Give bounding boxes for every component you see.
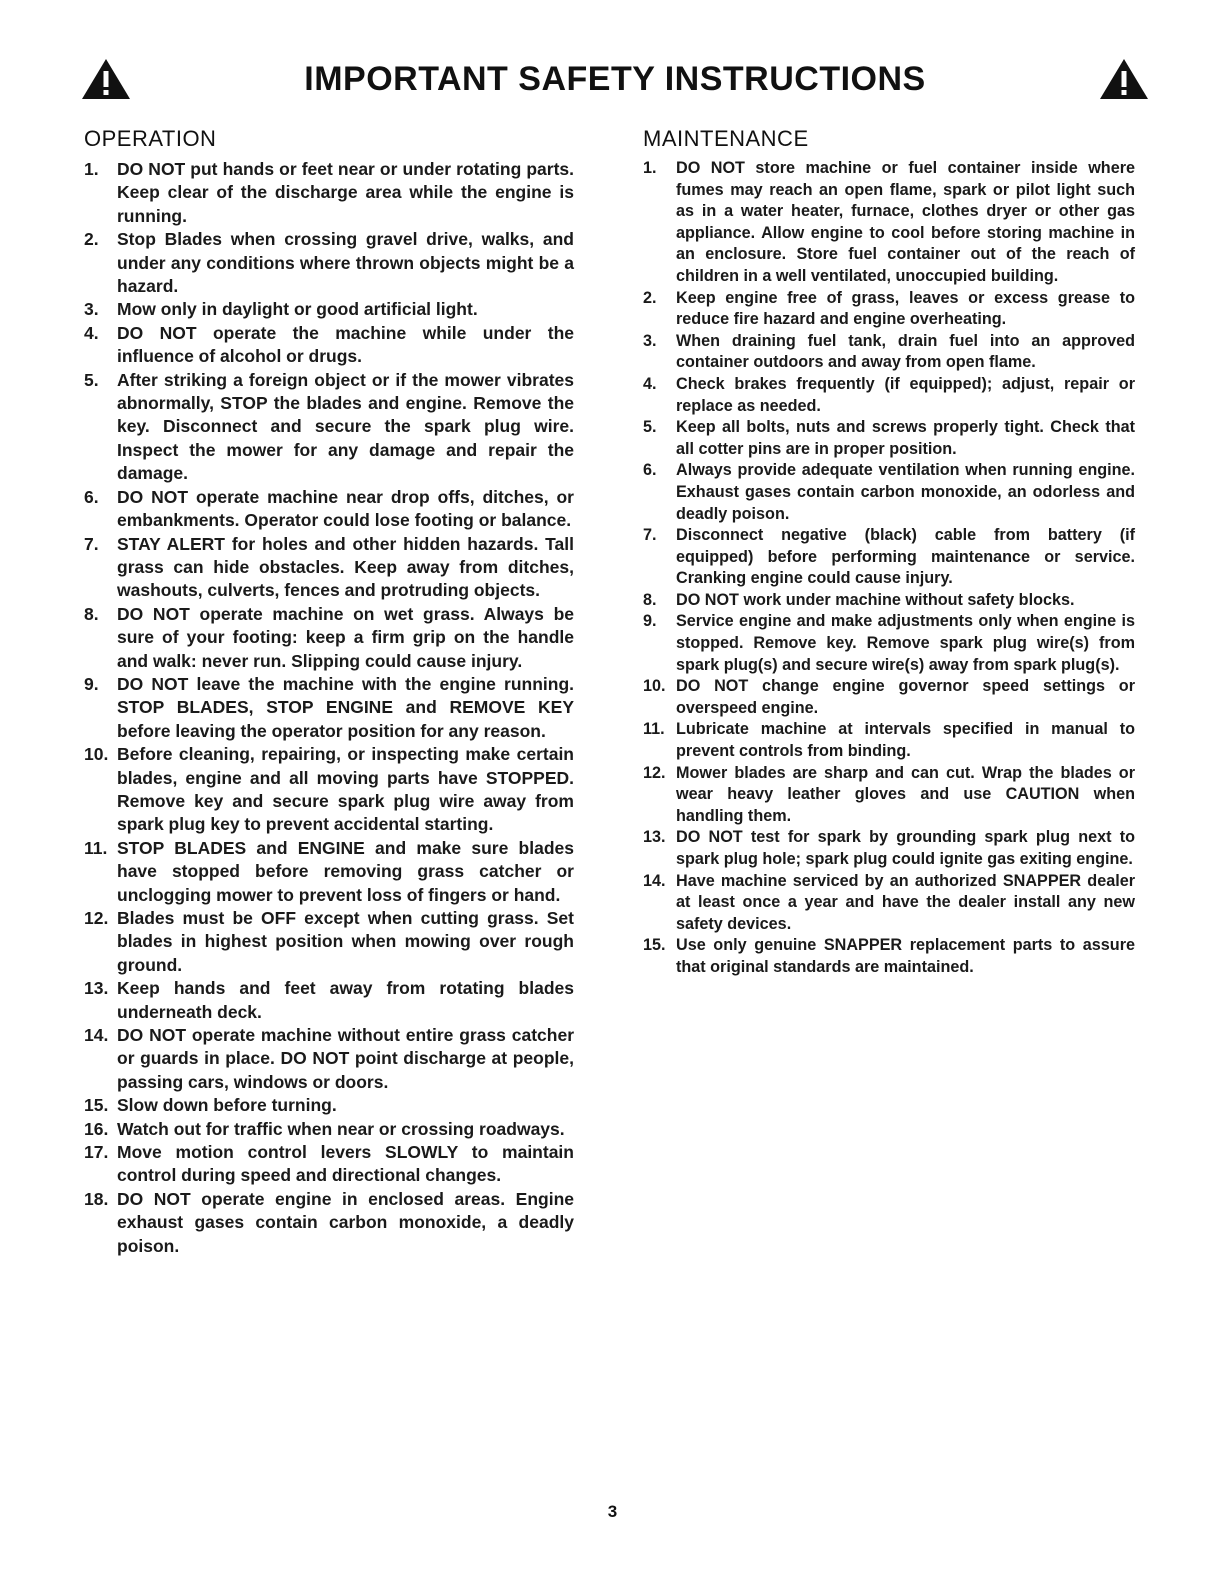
page-number: 3 bbox=[607, 1502, 618, 1521]
item-number: 5. bbox=[84, 369, 99, 390]
list-item bbox=[643, 611, 1135, 676]
item-number: 10. bbox=[643, 677, 666, 696]
maintenance-section bbox=[643, 126, 1135, 979]
item-number: 7. bbox=[84, 533, 99, 554]
item-text: Blades must be OFF except when cutting grass. Set blades in highest position when mowing over rough ground. bbox=[117, 908, 574, 975]
item-text: Mower blades are sharp and can cut. Wrap the blades or wear heavy leather gloves and use CAUTION when handling them. bbox=[676, 763, 1135, 825]
list-item bbox=[84, 603, 574, 673]
item-number: 4. bbox=[643, 374, 657, 393]
item-number: 14. bbox=[84, 1025, 109, 1046]
item-number: 2. bbox=[84, 229, 99, 250]
item-text: DO NOT operate machine near drop offs, ditches, or embankments. Operator could lose footing or balance. bbox=[117, 486, 574, 531]
item-number: 5. bbox=[643, 418, 657, 437]
item-text: DO NOT leave the machine with the engine running. STOP BLADES, STOP ENGINE and REMOVE KEY before leaving the operator position for any reason. bbox=[117, 673, 574, 741]
list-item bbox=[84, 322, 574, 369]
item-text: DO NOT put hands or feet near or under rotating parts. Keep clear of the discharge area while the engine is running. bbox=[117, 159, 574, 226]
list-item bbox=[643, 288, 1135, 331]
list-item bbox=[84, 1094, 574, 1117]
item-text: When draining fuel tank, drain fuel into an approved container outdoors and away from open flame. bbox=[676, 331, 1135, 372]
list-item bbox=[84, 1024, 574, 1094]
item-number: 6. bbox=[84, 486, 99, 507]
item-number: 2. bbox=[643, 288, 657, 307]
item-number: 1. bbox=[643, 159, 657, 177]
list-item bbox=[643, 763, 1135, 828]
item-text: DO NOT operate machine without entire grass catcher or guards in place. DO NOT point discharge at people, passing cars, windows or doors. bbox=[117, 1025, 574, 1092]
item-text: DO NOT store machine or fuel container inside where fumes may reach an open flame, spark or pilot light such as in a water heater, furnace, clothes dryer or other gas appliance. Allow engine to cool before storing machine in an enclosure. Store fuel container out of the reach of children in a well ventilated, unoccupied building. bbox=[676, 159, 1135, 285]
item-number: 8. bbox=[84, 603, 99, 624]
list-item bbox=[643, 460, 1135, 525]
list-item bbox=[643, 525, 1135, 590]
list-item bbox=[84, 977, 574, 1024]
item-text: Mow only in daylight or good artificial light. bbox=[117, 299, 478, 320]
item-text: Disconnect negative (black) cable from battery (if equipped) before performing maintenance or service. Cranking engine could cause injury. bbox=[676, 526, 1135, 588]
list-item bbox=[643, 331, 1135, 374]
item-number: 3. bbox=[643, 331, 657, 350]
list-item bbox=[643, 374, 1135, 417]
list-item bbox=[84, 369, 574, 486]
operation-section bbox=[84, 126, 574, 1258]
item-number: 12. bbox=[84, 908, 109, 928]
item-number: 11. bbox=[643, 720, 665, 739]
item-number: 1. bbox=[84, 159, 99, 179]
item-number: 8. bbox=[643, 590, 657, 609]
item-number: 13. bbox=[643, 828, 666, 847]
item-text: Before cleaning, repairing, or inspecting make certain blades, engine and all moving parts have STOPPED. Remove key and secure spark plug wire away from spark plug key to prevent accidental starting. bbox=[117, 744, 574, 835]
item-number: 16. bbox=[84, 1118, 109, 1139]
maintenance-list bbox=[643, 158, 1135, 979]
item-number: 3. bbox=[84, 299, 99, 320]
item-number: 14. bbox=[643, 871, 666, 890]
item-text: Lubricate machine at intervals specified in manual to prevent controls from binding. bbox=[676, 720, 1135, 761]
item-number: 9. bbox=[643, 612, 657, 631]
list-item bbox=[84, 298, 574, 321]
page-title: IMPORTANT SAFETY INSTRUCTIONS bbox=[304, 59, 926, 98]
warning-triangle-icon bbox=[1098, 57, 1150, 101]
item-number: 18. bbox=[84, 1188, 109, 1209]
list-item bbox=[84, 228, 574, 298]
list-item bbox=[84, 486, 574, 533]
list-item bbox=[643, 935, 1135, 978]
item-number: 17. bbox=[84, 1142, 109, 1163]
list-item bbox=[643, 871, 1135, 936]
item-text: Watch out for traffic when near or crossing roadways. bbox=[117, 1118, 565, 1139]
list-item bbox=[84, 837, 574, 907]
item-text: DO NOT operate machine on wet grass. Always be sure of your footing: keep a firm grip on the handle and walk: never run. Slipping could cause injury. bbox=[117, 603, 574, 671]
item-text: Service engine and make adjustments only when engine is stopped. Remove key. Remove spark plug wire(s) from spark plug(s) and secure wire(s) away from spark plug(s). bbox=[676, 612, 1135, 674]
item-number: 11. bbox=[84, 837, 108, 858]
list-item bbox=[643, 417, 1135, 460]
item-text: Check brakes frequently (if equipped); adjust, repair or replace as needed. bbox=[676, 374, 1135, 415]
item-text: Keep hands and feet away from rotating blades underneath deck. bbox=[117, 978, 574, 1022]
item-number: 4. bbox=[84, 322, 99, 343]
page-header bbox=[80, 54, 1150, 104]
item-text: STOP BLADES and ENGINE and make sure blades have stopped before removing grass catcher or unclogging mower to prevent loss of fingers or hand. bbox=[117, 837, 574, 905]
list-item bbox=[84, 1141, 574, 1188]
item-text: Stop Blades when crossing gravel drive, walks, and under any conditions where thrown objects might be a hazard. bbox=[117, 229, 574, 297]
list-item bbox=[643, 827, 1135, 870]
operation-heading: OPERATION bbox=[84, 126, 217, 151]
list-item bbox=[643, 719, 1135, 762]
operation-list bbox=[84, 158, 574, 1258]
list-item bbox=[84, 533, 574, 603]
item-text: DO NOT operate engine in enclosed areas. Engine exhaust gases contain carbon monoxide, a deadly poison. bbox=[117, 1188, 574, 1256]
item-number: 13. bbox=[84, 978, 109, 999]
item-text: Always provide adequate ventilation when running engine. Exhaust gases contain carbon monoxide, an odorless and deadly poison. bbox=[676, 461, 1135, 523]
list-item bbox=[643, 676, 1135, 719]
item-text: Keep engine free of grass, leaves or excess grease to reduce fire hazard and engine overheating. bbox=[676, 288, 1135, 329]
item-text: DO NOT change engine governor speed settings or overspeed engine. bbox=[676, 677, 1135, 717]
item-number: 7. bbox=[643, 526, 657, 545]
item-text: Use only genuine SNAPPER replacement parts to assure that original standards are maintained. bbox=[676, 936, 1135, 976]
maintenance-heading: MAINTENANCE bbox=[643, 126, 809, 151]
item-text: Slow down before turning. bbox=[117, 1095, 337, 1116]
item-text: DO NOT test for spark by grounding spark plug next to spark plug hole; spark plug could ignite gas exiting engine. bbox=[676, 828, 1135, 868]
item-text: Keep all bolts, nuts and screws properly tight. Check that all cotter pins are in proper position. bbox=[676, 418, 1135, 458]
item-text: After striking a foreign object or if the mower vibrates abnormally, STOP the blades and engine. Remove the key. Disconnect and secure the spark plug wire. Inspect the mower for any damage and repair the damage. bbox=[117, 369, 574, 484]
list-item bbox=[84, 1118, 574, 1141]
item-number: 9. bbox=[84, 673, 99, 694]
list-item bbox=[84, 1188, 574, 1258]
item-text: Move motion control levers SLOWLY to maintain control during speed and directional changes. bbox=[117, 1142, 574, 1186]
list-item bbox=[84, 158, 574, 228]
list-item bbox=[84, 673, 574, 743]
item-number: 12. bbox=[643, 763, 666, 782]
item-number: 10. bbox=[84, 744, 109, 765]
item-text: STAY ALERT for holes and other hidden hazards. Tall grass can hide obstacles. Keep away from ditches, washouts, culverts, fences and protruding objects. bbox=[117, 533, 574, 601]
item-number: 15. bbox=[643, 936, 666, 955]
item-text: DO NOT operate the machine while under the influence of alcohol or drugs. bbox=[117, 322, 574, 367]
item-number: 6. bbox=[643, 461, 657, 480]
warning-triangle-icon bbox=[80, 57, 132, 101]
item-number: 15. bbox=[84, 1095, 109, 1116]
list-item bbox=[84, 743, 574, 837]
list-item bbox=[643, 590, 1135, 612]
item-text: Have machine serviced by an authorized SNAPPER dealer at least once a year and have the dealer install any new safety devices. bbox=[676, 871, 1135, 933]
list-item bbox=[84, 907, 574, 977]
list-item bbox=[643, 158, 1135, 288]
item-text: DO NOT work under machine without safety blocks. bbox=[676, 590, 1075, 609]
